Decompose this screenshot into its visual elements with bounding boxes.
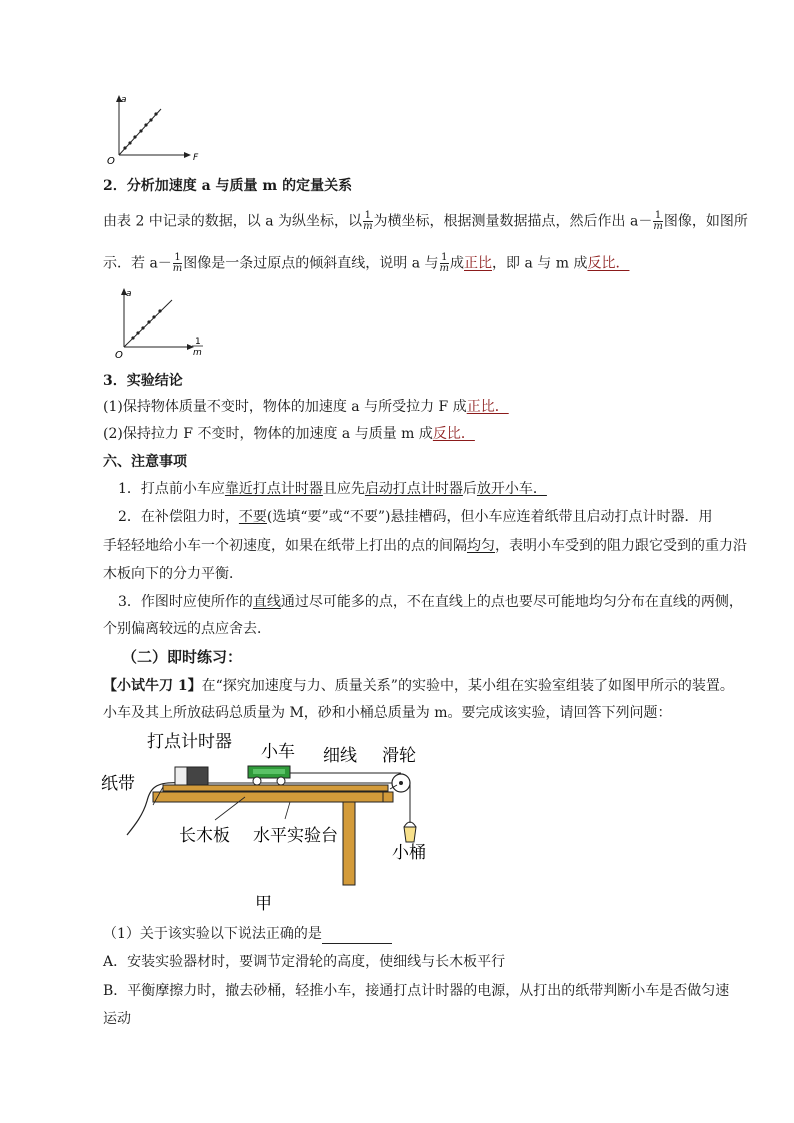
table-label: 水平实验台 (253, 826, 338, 846)
note-3-line1: 3．作图时应使所作的直线通过尽可能多的点，不在直线上的点也要尽可能地均匀分布在直线的两侧， (118, 594, 743, 610)
practice-heading: （二）即时练习： (122, 648, 243, 666)
y-axis-label: a (126, 289, 132, 299)
x-axis-numerator: 1 (195, 337, 201, 347)
note-2-line1: 2．在补偿阻力时，不要(选填“要”或“不要”)悬挂槽码，但小车应连着纸带且启动打点计时器．用 (118, 509, 713, 525)
x-axis-denominator: m (193, 348, 202, 358)
section-2-para-line2: 示．若 a－ $\frac{1}{m}$ 图像是一条过原点的倾斜直线，说明 a 与 $\frac{1}{m}$ 成正比，即 a 与 m 成反比． (103, 252, 630, 274)
question-line1: 【小试牛刀 1】在“探究加速度与力、质量关系”的实验中，某小组在实验室组装了如图甲所示的装置。 (103, 678, 734, 694)
conclusion-2: (2)保持拉力 F 不变时，物体的加速度 a 与质量 m 成反比． (103, 426, 475, 442)
string-label: 细线 (323, 746, 357, 766)
note-1: 1．打点前小车应靠近打点计时器且应先启动打点计时器后放开小车． (118, 481, 547, 497)
origin-label: O (115, 350, 123, 361)
origin-label: O (107, 156, 115, 167)
apparatus-diagram (95, 727, 455, 912)
board-label: 长木板 (179, 826, 230, 846)
long-board (163, 785, 388, 791)
note-2-line3: 木板向下的分力平衡． (103, 566, 243, 582)
bucket (404, 827, 416, 842)
conclusion-1: (1)保持物体质量不变时，物体的加速度 a 与所受拉力 F 成正比． (103, 399, 509, 415)
q1-option-a[interactable]: A．安装实验器材时，要调节定滑轮的高度，使细线与长木板平行 (103, 954, 506, 970)
q1-option-b-cont: 运动 (103, 1011, 131, 1027)
timer-label: 打点计时器 (147, 732, 232, 752)
figure-caption: 甲 (255, 894, 272, 912)
q1-stem: （1）关于该实验以下说法正确的是 (103, 925, 392, 944)
section-2-heading: 2．分析加速度 a 与质量 m 的定量关系 (103, 178, 353, 194)
q1-option-b[interactable]: B．平衡摩擦力时，撤去砂桶，轻推小车，接通打点计时器的电源，从打出的纸带判断小车是否做匀速 (103, 983, 730, 999)
a-f-graph (105, 92, 205, 167)
y-axis-label: a (121, 95, 127, 105)
answer-inverse: 反比． (587, 255, 630, 272)
section-2-para: 由表 2 中记录的数据，以 a 为纵坐标，以 $\frac{1}{m}$ 为横坐标，根据测量数据描点，然后作出 a－ $\frac{1}{m}$ 图像，如图所 (103, 210, 748, 232)
section-3-heading: 3．实验结论 (103, 373, 183, 389)
cart-label: 小车 (261, 742, 295, 762)
a-inverse-m-graph (110, 284, 215, 364)
x-axis-label: F (193, 153, 199, 163)
section-6-heading: 六、注意事项 (103, 454, 187, 470)
answer-direct: 正比 (464, 255, 493, 272)
pulley-label: 滑轮 (382, 746, 416, 766)
answer-blank[interactable] (322, 929, 392, 944)
note-2-line2: 手轻轻地给小车一个初速度，如果在纸带上打出的点的间隔均匀，表明小车受到的阻力跟它受到的重力沿 (103, 538, 747, 554)
table-leg (343, 802, 355, 885)
note-3-line2: 个别偏离较远的点应舍去． (103, 621, 271, 637)
fraction-1-over-m: $\frac{1}{m}$ (363, 210, 373, 232)
question-line2: 小车及其上所放砝码总质量为 M，砂和小桶总质量为 m。要完成该实验，请回答下列问题： (103, 705, 672, 721)
table-top (153, 792, 383, 802)
tape-label: 纸带 (101, 774, 135, 794)
bucket-label: 小桶 (392, 843, 426, 863)
